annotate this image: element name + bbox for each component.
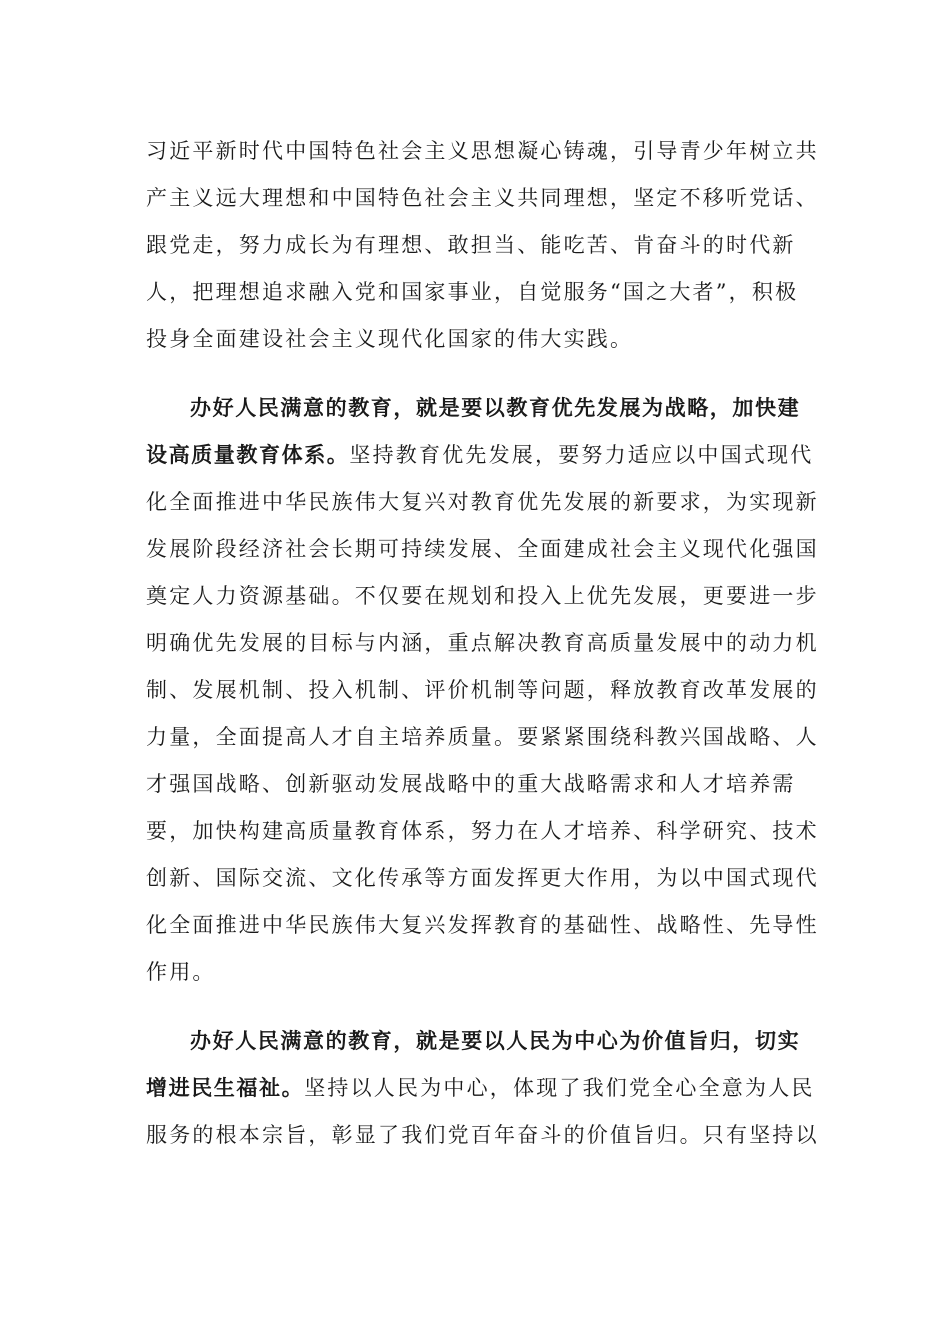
document-body <box>146 128 819 1159</box>
paragraph-3 <box>146 1018 819 1159</box>
text-line <box>146 479 819 526</box>
text-line <box>146 526 819 573</box>
text-run: 制、发展机制、投入机制、评价机制等问题，释放教育改革发展的 <box>146 678 819 702</box>
text-line <box>146 949 792 996</box>
paragraph-spacing <box>146 996 792 1018</box>
text-line <box>146 269 799 316</box>
text-run: 创新、国际交流、文化传承等方面发挥更大作用，为以中国式现代 <box>146 866 819 890</box>
text-run: 要，加快构建高质量教育体系，努力在人才培养、科学研究、技术 <box>146 819 819 843</box>
text-line <box>146 902 819 949</box>
bold-heading-run: 设高质量教育体系。 <box>146 443 350 467</box>
bold-heading-run: 增进民生福祉。 <box>146 1076 305 1100</box>
text-line <box>146 573 819 620</box>
text-run: 奠定人力资源基础。不仅要在规划和投入上优先发展，更要进一步 <box>146 584 819 608</box>
text-run: 习近平新时代中国特色社会主义思想凝心铸魂，引导青少年树立共 <box>146 139 819 163</box>
text-line <box>146 1065 815 1112</box>
bold-heading-run: 办好人民满意的教育，就是要以人民为中心为价值旨归，切实 <box>190 1029 801 1053</box>
text-line <box>146 385 801 432</box>
text-line <box>146 316 792 363</box>
text-run: 投身全面建设社会主义现代化国家的伟大实践。 <box>146 327 634 351</box>
text-line <box>146 1018 801 1065</box>
text-line <box>146 175 819 222</box>
text-line <box>146 855 819 902</box>
text-line <box>146 1112 819 1159</box>
text-line <box>146 667 819 714</box>
paragraph-2 <box>146 385 819 996</box>
text-run: 作用。 <box>146 960 216 984</box>
text-run: 坚持教育优先发展，要努力适应以中国式现代 <box>349 443 814 467</box>
text-line <box>146 808 819 855</box>
text-line <box>146 761 796 808</box>
text-run: 才强国战略、创新驱动发展战略中的重大战略需求和人才培养需 <box>146 772 796 796</box>
text-line <box>146 432 814 479</box>
text-run: 产主义远大理想和中国特色社会主义共同理想，坚定不移听党话、 <box>146 186 819 210</box>
text-run: 服务的根本宗旨，彰显了我们党百年奋斗的价值旨归。只有坚持以 <box>146 1123 819 1147</box>
text-run: 发展阶段经济社会长期可持续发展、全面建成社会主义现代化强国 <box>146 537 819 561</box>
text-line <box>146 222 796 269</box>
text-run: 明确优先发展的目标与内涵，重点解决教育高质量发展中的动力机 <box>146 631 819 655</box>
text-run: 人，把理想追求融入党和国家事业，自觉服务“国之大者”，积极 <box>146 280 799 304</box>
text-run: 力量，全面提高人才自主培养质量。要紧紧围绕科教兴国战略、人 <box>146 725 819 749</box>
text-run: 化全面推进中华民族伟大复兴对教育优先发展的新要求，为实现新 <box>146 490 819 514</box>
text-line <box>146 128 819 175</box>
text-line <box>146 620 819 667</box>
text-run: 坚持以人民为中心，体现了我们党全心全意为人民 <box>304 1076 815 1100</box>
text-run: 化全面推进中华民族伟大复兴发挥教育的基础性、战略性、先导性 <box>146 913 819 937</box>
text-line <box>146 714 819 761</box>
paragraph-spacing <box>146 363 792 385</box>
bold-heading-run: 办好人民满意的教育，就是要以教育优先发展为战略，加快建 <box>190 396 801 420</box>
paragraph-1 <box>146 128 819 363</box>
text-run: 跟党走，努力成长为有理想、敢担当、能吃苦、肯奋斗的时代新 <box>146 233 796 257</box>
